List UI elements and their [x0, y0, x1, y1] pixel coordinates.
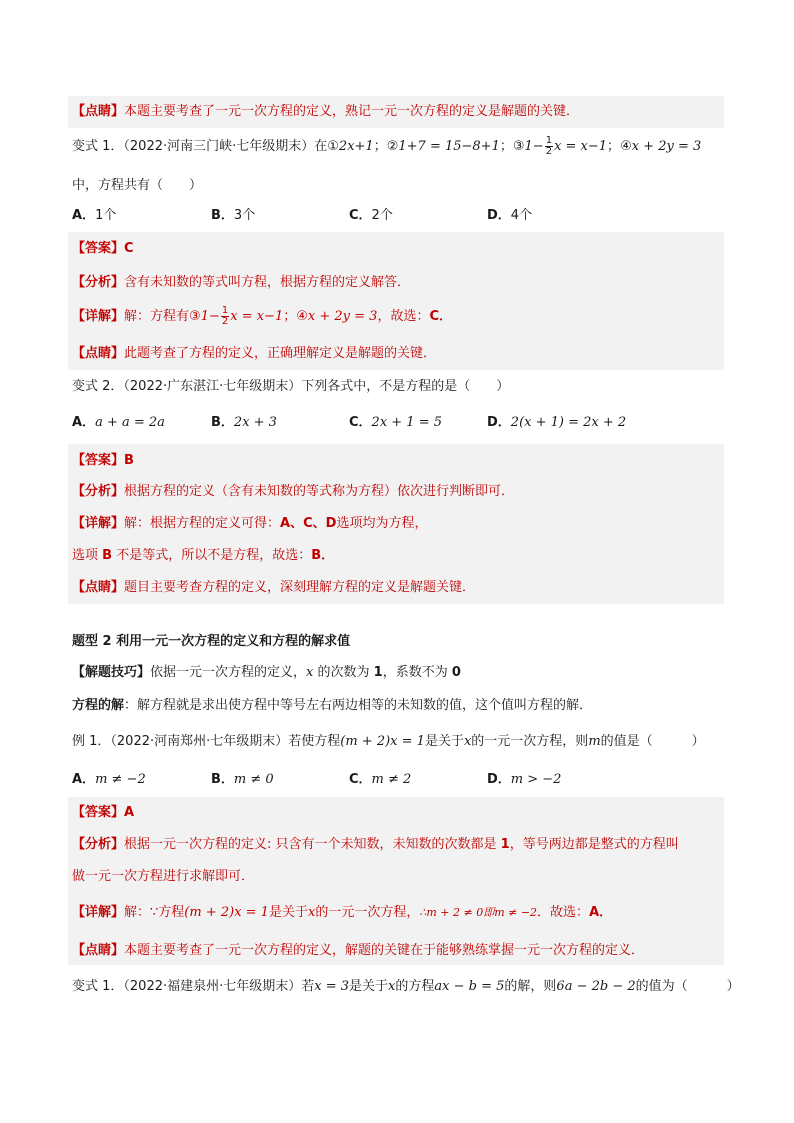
analysis-a: 根据一元一次方程的定义: 只含有一个未知数，未知数的次数都是 [124, 837, 501, 852]
variant1-analysis [72, 272, 410, 294]
variant2-stem: 变式 2．（2022·广东湛江·七年级期末）下列各式中，不是方程的是（ ） [72, 379, 510, 394]
analysis-tag: 【分析】 [72, 275, 125, 290]
example1-c: 的一元一次方程，则 [471, 734, 589, 749]
analysis-tag: 【分析】 [72, 484, 125, 499]
tips-tag: 【点睛】 [72, 104, 125, 119]
detail-line2-c: 不是等式，所以不是方程，故选： [112, 548, 312, 563]
variant1-detail [72, 306, 452, 328]
variant1-stem-line2: 中，方程共有（ ） [72, 178, 203, 193]
option-label: B． [211, 208, 234, 223]
variant2-option-c[interactable] [349, 412, 442, 434]
example1-analysis [72, 834, 679, 856]
analysis-line2: 做一元一次方程进行求解即可． [72, 869, 255, 884]
fraction-numerator: 1 [221, 305, 229, 316]
option-label: D． [487, 415, 511, 430]
variant2-tips [72, 577, 475, 599]
option-text: 3个 [233, 208, 256, 223]
option-text: 2x + 3 [233, 415, 277, 430]
detail-b: A、C、D [280, 516, 337, 531]
variant3-c: 的方程 [395, 979, 435, 994]
technique-tag: 【解题技巧】 [72, 665, 151, 680]
detail-expr1: (m + 2)x = 1 [184, 905, 269, 920]
option-text: m > −2 [510, 772, 562, 787]
variant3-stem [72, 976, 740, 998]
variant3-expr3: 6a − 2b − 2 [556, 979, 636, 994]
tips-tag: 【点睛】 [72, 580, 125, 595]
analysis-text: 含有未知数的等式叫方程，根据方程的定义解答． [124, 275, 411, 290]
detail-c: 的一元一次方程， [315, 905, 420, 920]
variant1-item4-expr: x + 2y = 3 [631, 139, 702, 154]
solution-bold: 方程的解 [72, 698, 125, 713]
option-text: a + a = 2a [95, 415, 165, 430]
technique-c: ，系数不为 [382, 665, 452, 680]
example1-d: 的值是（ ） [600, 734, 705, 749]
variant1-item3-num: ③ [512, 139, 525, 154]
option-label: B． [211, 772, 234, 787]
example1-option-a[interactable] [72, 769, 146, 791]
variant1-item1-expr: 2x+1 [338, 139, 374, 154]
technique-one: 1 [373, 665, 383, 680]
option-label: D． [487, 208, 511, 223]
variant1-item1-num: ① [327, 139, 339, 154]
option-text: 2(x + 1) = 2x + 2 [510, 415, 627, 430]
technique-b: 的次数为 [313, 665, 374, 680]
example1-a: 例 1．（2022·河南郑州·七年级期末）若使方程 [72, 734, 341, 749]
example1-analysis-line2 [72, 866, 254, 888]
separator: ； [499, 139, 513, 154]
option-label: C． [349, 415, 372, 430]
detail-sep: ； [283, 309, 297, 324]
variant3-e: 的值为（ ） [635, 979, 740, 994]
example1-detail [72, 902, 612, 924]
answer-tag: 【答案】 [72, 805, 125, 820]
variant3-b: 是关于 [349, 979, 389, 994]
tips-tag: 【点睛】 [72, 346, 125, 361]
solution-text: ：解方程就是求出使方程中等号左右两边相等的未知数的值，这个值叫方程的解． [124, 698, 593, 713]
detail-a: 解：∵方程 [124, 905, 185, 920]
option-text: m ≠ 2 [371, 772, 412, 787]
option-label: A． [72, 772, 96, 787]
variant2-answer [72, 450, 134, 472]
example1-x: x [463, 734, 472, 749]
answer-tag: 【答案】 [72, 453, 125, 468]
variant2-option-a[interactable] [72, 412, 165, 434]
detail-tag: 【详解】 [72, 309, 125, 324]
variant3-a: 变式 1．（2022·福建泉州·七年级期末）若 [72, 979, 315, 994]
variant1-item2-num: ② [386, 139, 399, 154]
variant1-item4-num: ④ [620, 139, 632, 154]
option-label: A． [72, 415, 96, 430]
tips-tag: 【点睛】 [72, 943, 125, 958]
tips-text: 此题考查了方程的定义，正确理解定义是解题的关键． [124, 346, 437, 361]
detail-fraction [221, 306, 229, 327]
technique-line [72, 662, 461, 684]
fraction-numerator: 1 [545, 135, 553, 146]
variant1-item2-expr: 1+7 = 15−8+1 [398, 139, 500, 154]
variant2-option-d[interactable] [487, 412, 626, 434]
separator: ； [373, 139, 387, 154]
example1-tips [72, 940, 644, 962]
tips-text: 本题主要考查了一元一次方程的定义，熟记一元一次方程的定义是解题的关键． [124, 104, 580, 119]
analysis-text: 根据方程的定义（含有未知数的等式称为方程）依次进行判断即可． [124, 484, 515, 499]
analysis-one: 1 [500, 837, 510, 852]
answer-value: B [124, 453, 134, 468]
detail-b: 是关于 [268, 905, 308, 920]
option-label: D． [487, 772, 511, 787]
example1-option-c[interactable] [349, 769, 411, 791]
option-text: 2个 [371, 208, 393, 223]
tips-text: 本题主要考查了一元一次方程的定义，解题的关键在于能够熟练掌握一元一次方程的定义． [124, 943, 645, 958]
detail-x: x [307, 905, 316, 920]
answer-value: C [124, 241, 134, 256]
variant1-stem [72, 136, 701, 158]
detail-tag: 【详解】 [72, 905, 125, 920]
option-label: C． [349, 772, 372, 787]
technique-zero: 0 [451, 665, 461, 680]
detail-line2-b: B [102, 548, 113, 563]
option-text: 1个 [95, 208, 117, 223]
variant1-prefix: 变式 1．（2022·河南三门峡·七年级期末）在 [72, 139, 328, 154]
tips-line [72, 101, 579, 123]
option-text: m ≠ −2 [95, 772, 146, 787]
separator: ； [607, 139, 621, 154]
variant3-expr2: ax − b = 5 [434, 979, 505, 994]
example1-option-b[interactable] [211, 769, 274, 791]
technique-x: x [306, 665, 314, 680]
detail-line2-a: 选项 [72, 548, 103, 563]
variant2-option-b[interactable] [211, 412, 277, 434]
detail-e: ，故选： [377, 309, 430, 324]
detail-d: ．故选： [537, 905, 590, 920]
detail-n3: ③ [189, 309, 201, 324]
detail-d: x + 2y = 3 [307, 309, 378, 324]
variant2-detail [72, 513, 427, 535]
variant1-item3-fraction [545, 136, 553, 157]
detail-line2-d: B． [311, 548, 335, 563]
variant3-expr1: x = 3 [314, 979, 350, 994]
analysis-tag: 【分析】 [72, 837, 125, 852]
option-label: B． [211, 415, 234, 430]
variant1-item3-a: 1− [524, 139, 544, 154]
option-text: 2x + 1 = 5 [371, 415, 443, 430]
variant2-detail-line2 [72, 545, 334, 567]
answer-tag: 【答案】 [72, 241, 125, 256]
section-title: 题型 2 利用一元一次方程的定义和方程的解求值 [72, 634, 351, 649]
detail-c: 选项均为方程， [336, 516, 428, 531]
variant3-d: 的解，则 [504, 979, 557, 994]
detail-f: C． [429, 309, 452, 324]
variant1-option-c[interactable] [349, 205, 393, 227]
option-text: m ≠ 0 [233, 772, 274, 787]
fraction-denominator: 2 [545, 146, 553, 157]
variant1-tips [72, 343, 436, 365]
answer-value: A [124, 805, 135, 820]
variant1-item3-b: x = x−1 [554, 139, 608, 154]
detail-b: 1− [200, 309, 220, 324]
analysis-b: ，等号两边都是整式的方程叫 [509, 837, 679, 852]
example1-m: m [588, 734, 601, 749]
example1-answer [72, 802, 134, 824]
example1-expr: (m + 2)x = 1 [340, 734, 425, 749]
tips-text: 题目主要考查方程的定义，深刻理解方程的定义是解题关键． [124, 580, 476, 595]
detail-a: 解：根据方程的定义可得： [124, 516, 281, 531]
option-label: A． [72, 208, 96, 223]
variant3-x: x [388, 979, 396, 994]
detail-expr2: ∴m + 2 ≠ 0即m ≠ −2 [419, 906, 538, 919]
detail-n4: ④ [296, 309, 308, 324]
option-label: C． [349, 208, 372, 223]
example1-option-d[interactable] [487, 769, 561, 791]
example1-b: 是关于 [424, 734, 464, 749]
variant1-answer [72, 238, 134, 260]
variant1-option-a[interactable] [72, 205, 116, 227]
variant1-option-b[interactable] [211, 205, 255, 227]
technique-a: 依据一元一次方程的定义， [150, 665, 307, 680]
variant2-analysis [72, 481, 514, 503]
variant1-option-d[interactable] [487, 205, 532, 227]
detail-c: x = x−1 [230, 309, 284, 324]
option-text: 4个 [510, 208, 533, 223]
detail-tag: 【详解】 [72, 516, 125, 531]
detail-e: A． [589, 905, 613, 920]
solution-definition [72, 695, 592, 717]
fraction-denominator: 2 [221, 316, 229, 327]
detail-a: 解：方程有 [124, 309, 190, 324]
example1-stem [72, 731, 705, 753]
